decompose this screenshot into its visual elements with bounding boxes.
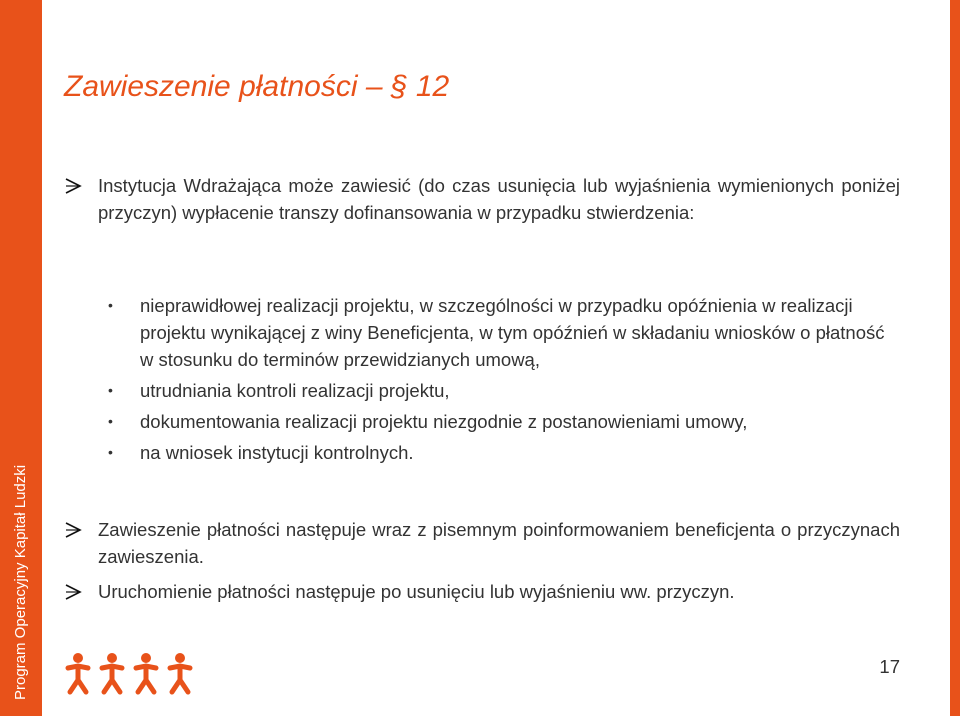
bullet-dot: • [108,382,113,398]
point-item [64,172,900,226]
bullet-dot: • [108,444,113,460]
people-logo-icon [64,650,204,696]
list-item-text: dokumentowania realizacji projektu niezgodnie z postanowieniami umowy, [140,411,748,432]
arrow-bullet-icon [64,177,82,195]
point-text: Zawieszenie płatności następuje wraz z pisemnym poinformowaniem beneficjenta o przyczynach zawieszenia. [98,519,900,567]
list-item-text: nieprawidłowej realizacji projektu, w szczególności w przypadku opóźnienia w realizacji projektu wynikającej z winy Beneficjenta, w tym opóźnień w składaniu wniosków o płatność w stosunku do terminów przewidzianych umową, [140,295,885,370]
list-item-text: utrudniania kontroli realizacji projektu, [140,380,450,401]
list-item [108,439,900,466]
list-item [108,292,900,373]
page-number: 17 [879,656,900,677]
point-text: Uruchomienie płatności następuje po usunięciu lub wyjaśnieniu ww. przyczyn. [98,581,735,602]
point-text: Instytucja Wdrażająca może zawiesić (do czas usunięcia lub wyjaśnienia wymienionych poniżej przyczyn) wypłacenie transzy dofinansowania w przypadku stwierdzenia: [98,175,900,223]
point-item [64,516,900,570]
sidebar-label: Program Operacyjny Kapitał Ludzki [12,464,29,700]
arrow-bullet-icon [64,583,82,601]
point-item [64,578,900,605]
list-item [108,408,900,435]
arrow-bullet-icon [64,521,82,539]
right-edge-bar [950,0,960,716]
bullet-dot: • [108,413,113,429]
bullet-dot: • [108,297,113,313]
list-item [108,377,900,404]
page-title: Zawieszenie płatności – § 12 [64,70,450,103]
sidebar-bar [0,0,42,716]
bullet-list [108,292,900,470]
list-item-text: na wniosek instytucji kontrolnych. [140,442,414,463]
